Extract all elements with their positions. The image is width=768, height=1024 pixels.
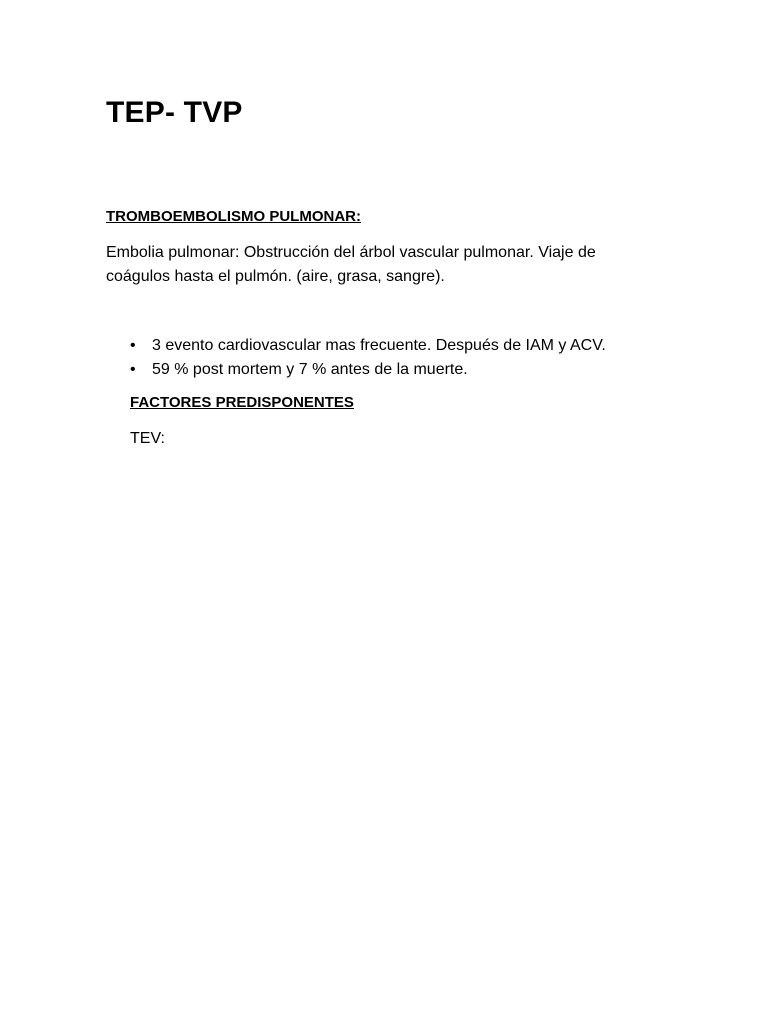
- list-item-text: 59 % post mortem y 7 % antes de la muerte.: [152, 361, 468, 378]
- bullet-list: [130, 334, 606, 382]
- bullet-icon: •: [130, 361, 136, 378]
- subsection-heading: FACTORES PREDISPONENTES: [130, 394, 354, 411]
- definition-paragraph: Embolia pulmonar: Obstrucción del árbol vascular pulmonar. Viaje de coágulos hasta el pulmón. (aire, grasa, sangre).: [106, 244, 596, 285]
- bullet-icon: •: [130, 337, 136, 354]
- list-item-text: 3 evento cardiovascular mas frecuente. Después de IAM y ACV.: [152, 337, 606, 354]
- tev-label: TEV:: [130, 430, 165, 447]
- section-heading: TROMBOEMBOLISMO PULMONAR:: [106, 208, 361, 225]
- list-item: [130, 334, 606, 358]
- document-title: TEP- TVP: [106, 96, 243, 129]
- list-item: [130, 358, 606, 382]
